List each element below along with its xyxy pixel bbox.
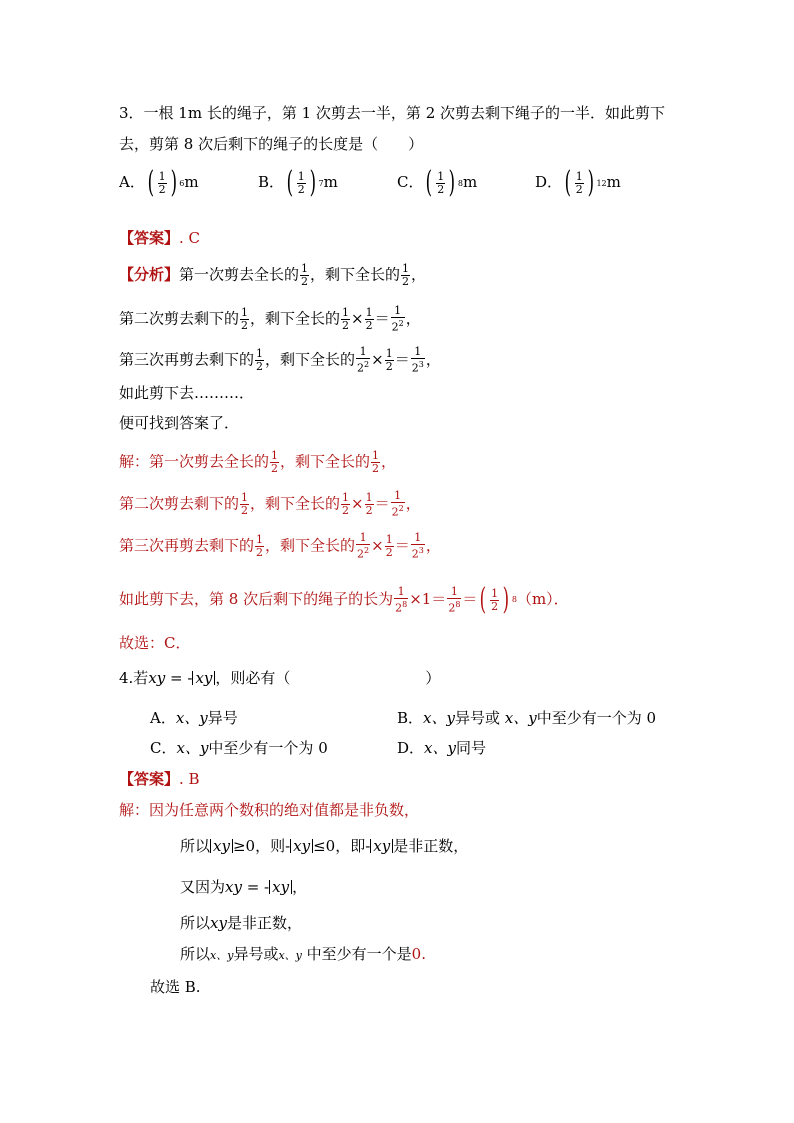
q3-analysis-line1: 【分析】第一次剪去全长的 $\frac{1}{2}$ ，剩下全长的 $\frac{1}{2}$ ， — [119, 262, 427, 288]
fraction-half: $\frac{1}{2}$ — [301, 262, 309, 288]
q4-option-d: D．x、y同号 — [397, 739, 486, 757]
q3-analysis-line3: 第三次再剪去剩下的 $\frac{1}{2}$ ，剩下全长的 $\frac{1}{2^2}$ × $\frac{1}{2}$ ＝ $\frac{1}{2^3}$ ， — [119, 345, 441, 375]
q3-stem-line1: 3．一根 1m 长的绳子，第 1 次剪去一半，第 2 次剪去剩下绳子的一半．如此剪下 — [119, 104, 666, 122]
q4-option-c: C．x、y中至少有一个为 0 — [150, 739, 328, 757]
answer-tag: 【答案】 — [119, 229, 180, 247]
q4-sol2: 所以 xy ≥0，则- xy ≤0，即- xy 是非正数， — [180, 837, 469, 855]
q3-analysis-line5: 便可找到答案了． — [119, 414, 240, 432]
q4-sol4: 所以xy是非正数， — [180, 914, 302, 932]
q4-sol1: 解：因为任意两个数积的绝对值都是非负数， — [119, 801, 420, 819]
q4-option-a: A．x、y异号 — [150, 709, 238, 727]
q3-option: B． ( $\frac{1}{2}$ ) 7 m — [258, 165, 338, 200]
q3-analysis-line4: 如此剪下去………． — [119, 384, 255, 402]
q4-option-b: B．x、y异号或 x、y中至少有一个为 0 — [397, 709, 657, 727]
q3-solution-final: 如此剪下去，第 8 次后剩下的绳子的长为 $\frac{1}{2^8}$ ×1＝ $\frac{1}{2^8}$ ＝ ( $\frac{1}{2}$ ) 8 （m）． — [119, 582, 569, 617]
q3-analysis-line2: 第二次剪去剩下的 $\frac{1}{2}$ ，剩下全长的 $\frac{1}{2}$ × $\frac{1}{2}$ ＝ $\frac{1}{2^2}$ ， — [119, 304, 421, 334]
q4-stem: 4.若xy = - xy ，则必有（ ） — [119, 669, 441, 687]
q3-option: A． ( $\frac{1}{2}$ ) 6 m — [119, 165, 199, 200]
q4-sol5: 所以x、y异号或x、y 中至少有一个是0. — [180, 945, 426, 963]
q3-option: C． ( $\frac{1}{2}$ ) 8 m — [397, 165, 478, 200]
q3-choose: 故选：C． — [119, 634, 191, 652]
analysis-tag: 【分析】 — [119, 265, 180, 284]
q3-solution-line3: 第三次再剪去剩下的 $\frac{1}{2}$ ，剩下全长的 $\frac{1}{2^2}$ × $\frac{1}{2}$ ＝ $\frac{1}{2^3}$ ， — [119, 531, 441, 561]
q3-option: D． ( $\frac{1}{2}$ ) 12 m — [535, 165, 621, 200]
q3-solution-line1: 解：第一次剪去全长的 $\frac{1}{2}$ ，剩下全长的 $\frac{1}{2}$ ， — [119, 449, 397, 475]
q3-answer — [119, 228, 200, 248]
q3-solution-line2: 第二次剪去剩下的 $\frac{1}{2}$ ，剩下全长的 $\frac{1}{2}$ × $\frac{1}{2}$ ＝ $\frac{1}{2^2}$ ， — [119, 489, 421, 519]
q4-sol3: 又因为xy = - xy ， — [180, 878, 308, 896]
q4-answer: 【答案】. B — [119, 770, 200, 788]
q4-choose: 故选 B. — [150, 978, 201, 996]
q3-stem-line2: 去，剪第 8 次后剩下的绳子的长度是（ ） — [119, 135, 424, 153]
fraction-half: $\frac{1}{2}$ — [402, 262, 410, 288]
answer-value: . C — [179, 229, 201, 247]
